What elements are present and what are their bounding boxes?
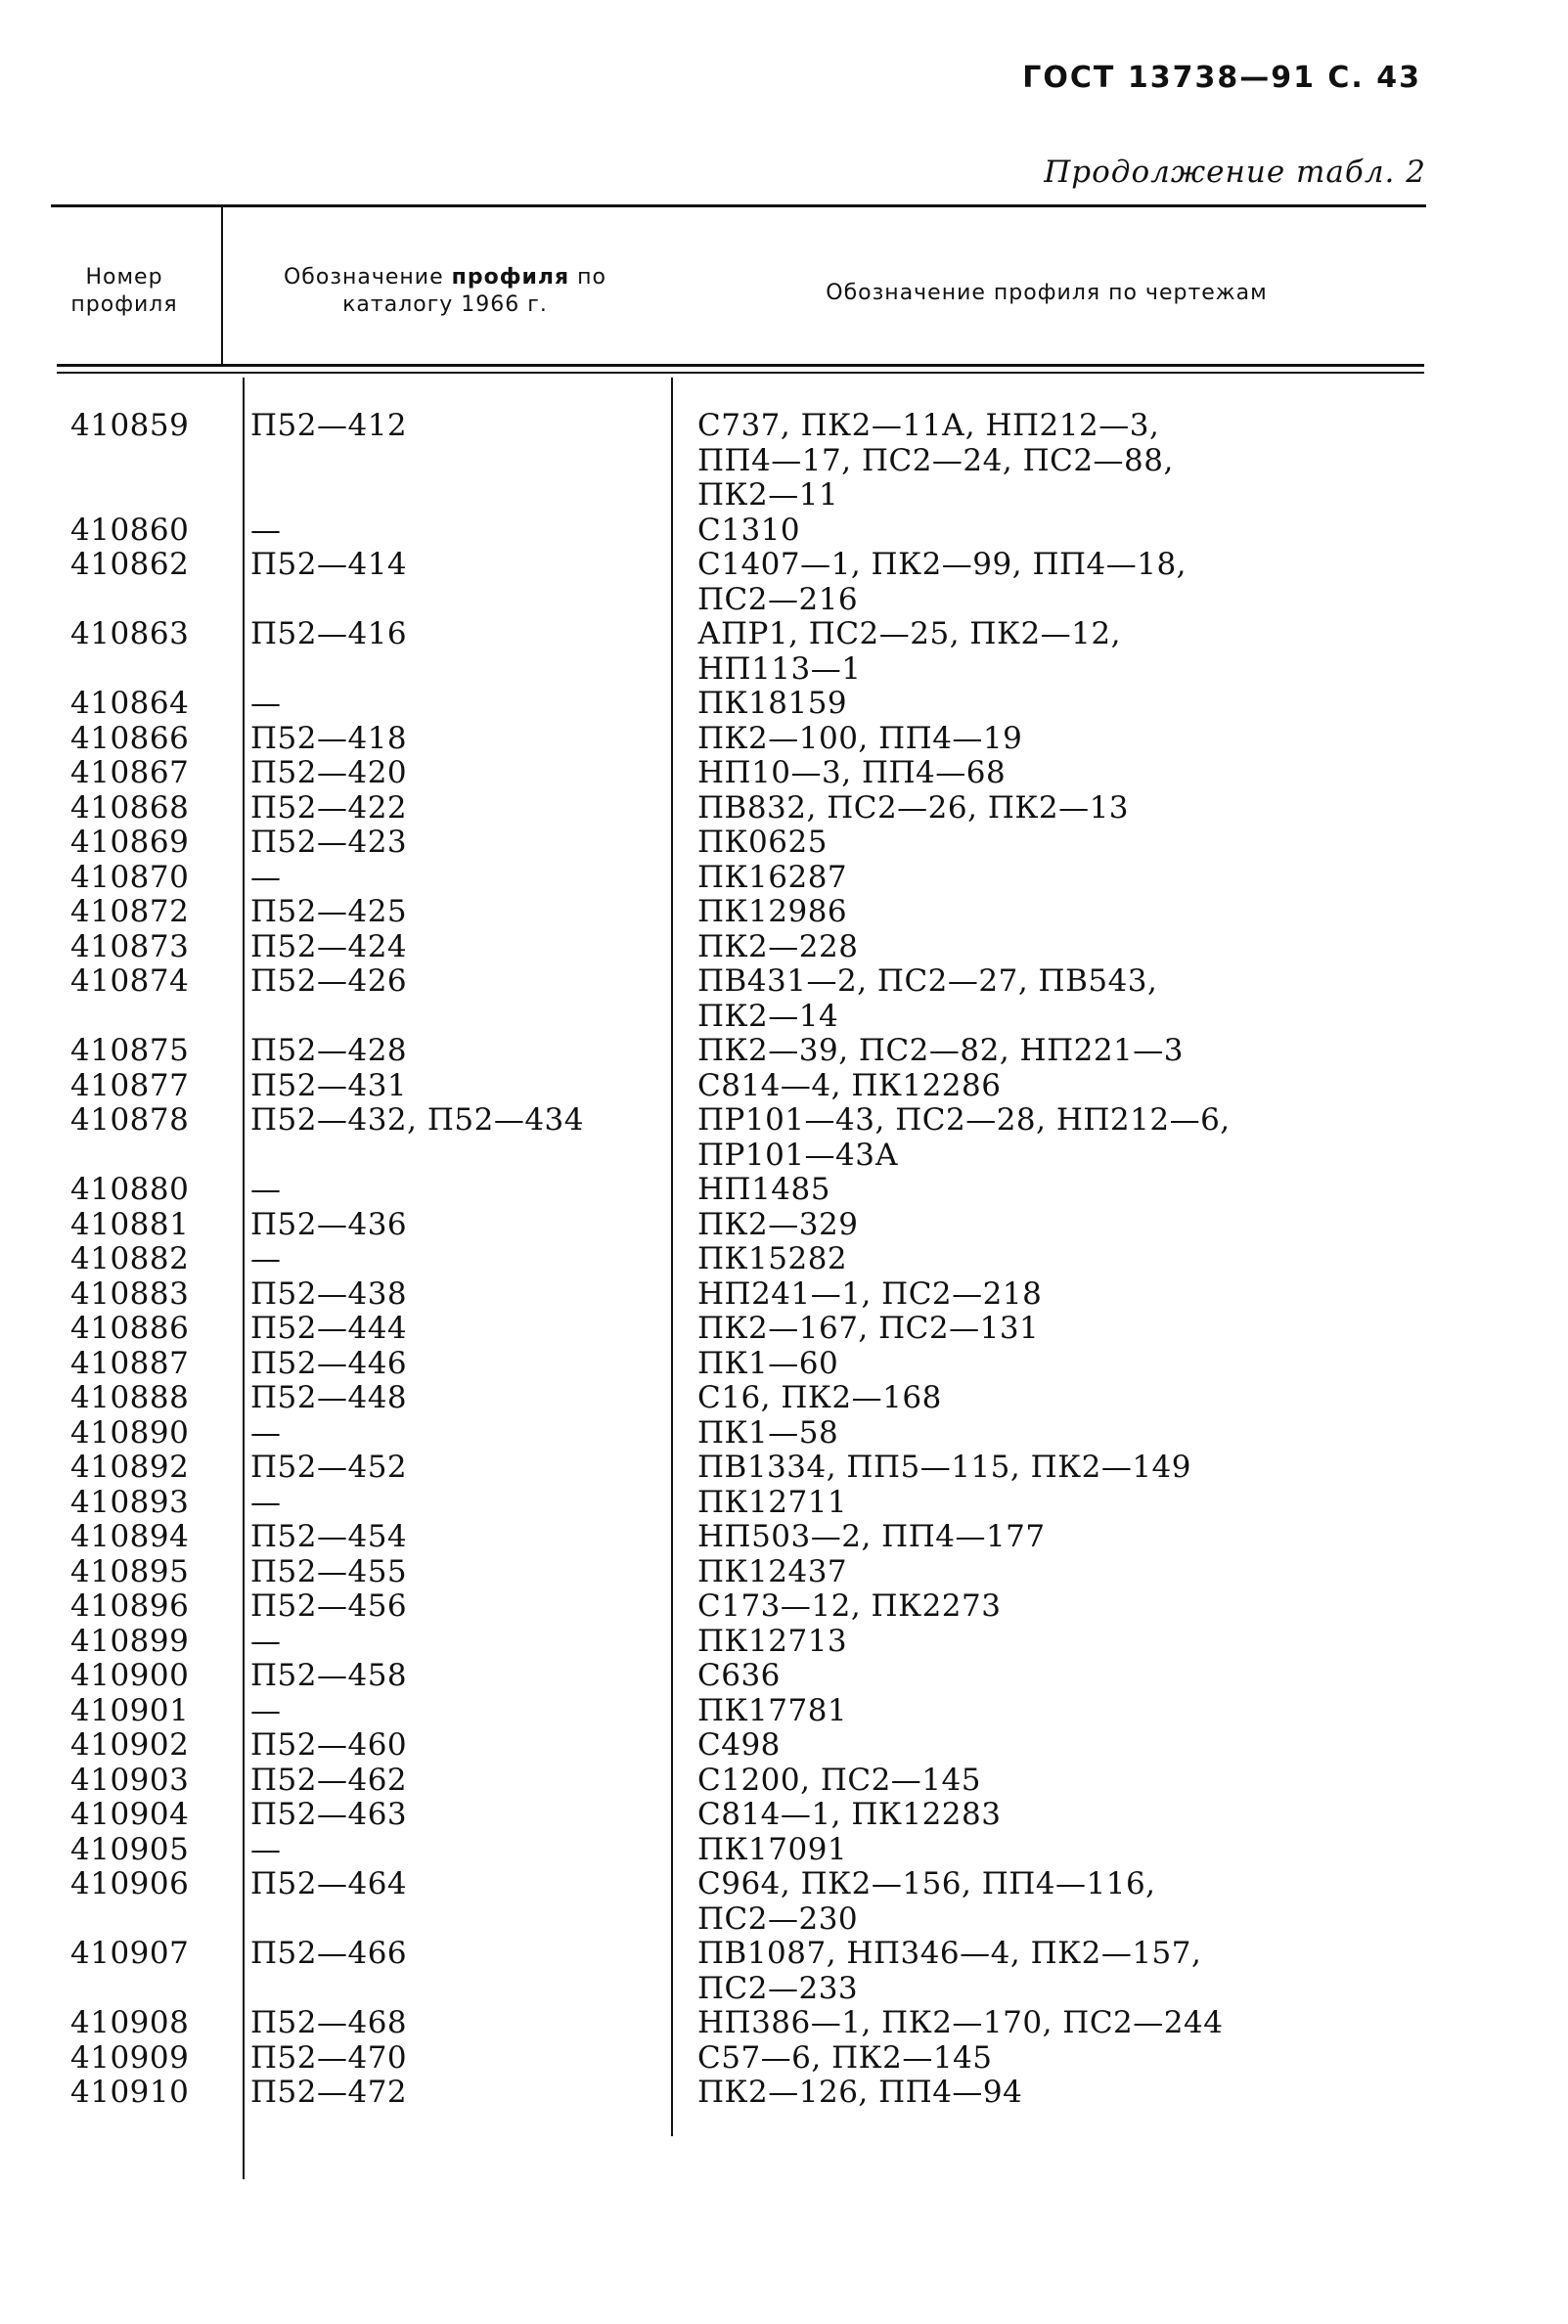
profile-number-cell: 410859 [70,408,190,443]
drawing-designation-cell: С1310 [697,512,801,548]
drawing-designation-cell: ПК1—58 [697,1414,839,1451]
table-row [0,1173,1568,1208]
table-row [0,1034,1568,1069]
drawing-designation-cell: НП10—3, ПП4—68 [697,755,1007,790]
drawing-designation-cell: АПР1, ПС2—25, ПК2—12, НП113—1 [697,616,1121,687]
drawing-designation-cell: НП1485 [697,1172,830,1207]
table-row [0,1277,1568,1313]
drawing-designation-cell: ПК2—126, ПП4—94 [697,2075,1023,2110]
drawing-designation-cell: ПВ1334, ПП5—115, ПК2—149 [697,1450,1192,1485]
profile-number-cell: 410896 [70,1588,190,1624]
table-row [0,791,1568,827]
profile-number-cell: 410866 [70,720,190,756]
profile-number-cell: 410880 [70,1172,190,1207]
profile-number-cell: 410901 [70,1692,190,1728]
profile-number-cell: 410892 [70,1450,190,1485]
drawing-designation-cell: ПК12711 [697,1484,848,1520]
table-top-rule [51,204,1426,207]
catalog-designation-cell: — [250,1692,282,1728]
drawing-designation-cell: С636 [697,1658,781,1693]
table-row [0,930,1568,965]
drawing-designation-cell: ПК2—39, ПС2—82, НП221—3 [697,1033,1184,1068]
drawing-designation-cell: НП503—2, ПП4—177 [697,1519,1046,1554]
catalog-designation-cell: П52—444 [250,1311,408,1346]
table-row [0,826,1568,861]
table-row [0,1347,1568,1382]
table-row [0,1764,1568,1799]
column-header-catalog [235,264,655,319]
profile-number-cell: 410887 [70,1345,190,1381]
drawing-designation-cell: ПК2—167, ПС2—131 [697,1311,1040,1346]
table-row [0,1381,1568,1416]
drawing-designation-cell: ПК2—100, ПП4—19 [697,720,1023,756]
column-header-drawings [685,280,1409,307]
profile-number-cell: 410905 [70,1831,190,1867]
profile-number-cell: 410886 [70,1311,190,1346]
drawing-designation-cell: ПК16287 [697,859,848,895]
drawing-designation-cell: С57—6, ПК2—145 [697,2039,993,2076]
table-row [0,2006,1568,2041]
profile-number-cell: 410894 [70,1519,190,1554]
catalog-designation-cell: П52—446 [250,1345,408,1381]
table-row [0,722,1568,757]
catalog-designation-cell: П52—431 [250,1067,408,1103]
catalog-designation-cell: П52—462 [250,1762,408,1798]
catalog-designation-cell: П52—426 [250,963,408,999]
catalog-designation-cell: — [250,686,282,721]
table-row [0,687,1568,722]
catalog-designation-cell: — [250,1172,282,1207]
table-body [0,409,1568,2111]
profile-number-cell: 410902 [70,1727,190,1763]
profile-number-cell: 410895 [70,1553,190,1589]
profile-number-cell: 410878 [70,1102,190,1138]
catalog-designation-cell: П52—456 [250,1588,408,1624]
table-row [0,861,1568,896]
drawing-designation-cell: С964, ПК2—156, ПП4—116, ПС2—230 [697,1866,1156,1937]
drawing-designation-cell: ПК2—329 [697,1206,859,1242]
drawing-designation-cell: С16, ПК2—168 [697,1380,942,1415]
catalog-designation-cell: П52—468 [250,2005,408,2040]
catalog-designation-cell: П52—452 [250,1450,408,1485]
profile-number-cell: 410908 [70,2005,190,2040]
catalog-designation-cell: П52—418 [250,720,408,756]
column-header-number-line2: профиля [70,292,178,317]
catalog-designation-cell: П52—424 [250,928,408,964]
table-row [0,1312,1568,1347]
catalog-designation-cell: П52—464 [250,1866,408,1901]
table-row [0,409,1568,514]
drawing-designation-cell: ПК0625 [697,825,828,860]
table-row [0,1416,1568,1452]
profile-number-cell: 410909 [70,2039,190,2076]
column-header-number-line1: Номер [85,265,163,290]
catalog-designation-cell: П52—420 [250,755,408,790]
profile-number-cell: 410869 [70,825,190,860]
profile-number-cell: 410874 [70,963,190,999]
table-row [0,964,1568,1034]
catalog-designation-cell: — [250,1484,282,1520]
table-row [0,1589,1568,1625]
catalog-designation-cell: П52—425 [250,894,408,929]
profile-number-cell: 410893 [70,1484,190,1520]
table-row [0,1728,1568,1764]
profile-number-cell: 410888 [70,1380,190,1415]
profile-number-cell: 410903 [70,1762,190,1798]
catalog-designation-cell: П52—455 [250,1553,408,1589]
drawing-designation-cell: ПК17091 [697,1831,848,1867]
drawing-designation-cell: ПВ1087, НП346—4, ПК2—157, ПС2—233 [697,1936,1202,2006]
profile-number-cell: 410899 [70,1623,190,1659]
catalog-designation-cell: П52—412 [250,408,408,443]
catalog-designation-cell: П52—466 [250,1936,408,1971]
catalog-designation-cell: П52—436 [250,1206,408,1242]
table-row [0,1451,1568,1486]
profile-number-cell: 410883 [70,1275,190,1312]
column-header-drawings-line1: Обозначение профиля по чертежам [826,281,1268,305]
catalog-designation-cell: П52—423 [250,825,408,860]
drawing-designation-cell: С1407—1, ПК2—99, ПП4—18, ПС2—216 [697,547,1187,617]
catalog-designation-cell: П52—454 [250,1519,408,1554]
table-row [0,1937,1568,2006]
catalog-designation-cell: П52—428 [250,1033,408,1068]
table-row [0,1867,1568,1937]
drawing-designation-cell: ПК2—228 [697,928,859,964]
catalog-designation-cell: П52—472 [250,2075,408,2110]
table-row [0,756,1568,791]
catalog-designation-cell: П52—414 [250,547,408,582]
table-row [0,1659,1568,1694]
page-header: ГОСТ 13738—91 С. 43 [1022,61,1421,95]
drawing-designation-cell: С814—1, ПК12283 [697,1797,1002,1832]
drawing-designation-cell: С1200, ПС2—145 [697,1762,981,1798]
table-row [0,2076,1568,2111]
profile-number-cell: 410863 [70,616,190,651]
drawing-designation-cell: ПК15282 [697,1241,848,1276]
header-bottom-rule-2 [57,372,1424,374]
drawing-designation-cell: ПВ832, ПС2—26, ПК2—13 [697,789,1130,826]
column-header-catalog-line2: каталогу 1966 г. [342,292,548,317]
drawing-designation-cell: С737, ПК2—11А, НП212—3, ПП4—17, ПС2—24, ПС2—88, ПК2—11 [697,408,1174,513]
column-header-number [51,264,198,319]
table-row [0,895,1568,930]
catalog-designation-cell: П52—432, П52—434 [250,1102,585,1138]
table-row [0,1103,1568,1173]
profile-number-cell: 410862 [70,547,190,582]
profile-number-cell: 410890 [70,1414,190,1451]
profile-number-cell: 410882 [70,1241,190,1276]
table-row [0,2041,1568,2077]
drawing-designation-cell: ПК1—60 [697,1345,839,1381]
table-continuation-label: Продолжение табл. 2 [1044,155,1426,190]
profile-number-cell: 410877 [70,1067,190,1103]
drawing-designation-cell: ПК18159 [697,686,848,721]
catalog-designation-cell: П52—470 [250,2039,408,2076]
table-row [0,1798,1568,1833]
profile-number-cell: 410900 [70,1658,190,1693]
drawing-designation-cell: С173—12, ПК2273 [697,1588,1002,1624]
profile-number-cell: 410867 [70,755,190,790]
drawing-designation-cell: ПК12437 [697,1553,848,1589]
catalog-designation-cell: — [250,1623,282,1659]
catalog-designation-cell: — [250,1414,282,1451]
catalog-designation-cell: П52—438 [250,1275,408,1312]
catalog-designation-cell: — [250,1241,282,1276]
catalog-designation-cell: — [250,1831,282,1867]
drawing-designation-cell: НП241—1, ПС2—218 [697,1275,1043,1312]
catalog-designation-cell: П52—448 [250,1380,408,1415]
profile-number-cell: 410870 [70,859,190,895]
drawing-designation-cell: ПВ431—2, ПС2—27, ПВ543, ПК2—14 [697,963,1158,1034]
profile-number-cell: 410872 [70,894,190,929]
drawing-designation-cell: С498 [697,1727,781,1763]
profile-number-cell: 410907 [70,1936,190,1971]
catalog-designation-cell: П52—463 [250,1797,408,1832]
profile-number-cell: 410910 [70,2075,190,2110]
column-divider-1 [221,207,223,366]
profile-number-cell: 410860 [70,512,190,548]
profile-number-cell: 410881 [70,1206,190,1242]
profile-number-cell: 410873 [70,928,190,964]
catalog-designation-cell: П52—416 [250,616,408,651]
profile-number-cell: 410904 [70,1797,190,1832]
catalog-designation-cell: — [250,859,282,895]
profile-number-cell: 410906 [70,1866,190,1901]
drawing-designation-cell: ПК17781 [697,1692,848,1728]
drawing-designation-cell: С814—4, ПК12286 [697,1067,1002,1103]
drawing-designation-cell: ПР101—43, ПС2—28, НП212—6, ПР101—43А [697,1102,1231,1173]
catalog-designation-cell: П52—458 [250,1658,408,1693]
profile-number-cell: 410868 [70,789,190,826]
drawing-designation-cell: ПК12986 [697,894,848,929]
catalog-designation-cell: П52—460 [250,1727,408,1763]
table-row [0,617,1568,687]
catalog-designation-cell: П52—422 [250,789,408,826]
table-row [0,1520,1568,1555]
table-row [0,1694,1568,1729]
profile-number-cell: 410864 [70,686,190,721]
column-header-catalog-line1: Обозначение профиля по [283,265,607,290]
table-row [0,1208,1568,1243]
table-row [0,1833,1568,1868]
catalog-designation-cell: — [250,512,282,548]
drawing-designation-cell: ПК12713 [697,1623,848,1659]
table-row [0,548,1568,617]
profile-number-cell: 410875 [70,1033,190,1068]
table-row [0,1069,1568,1104]
table-row [0,1625,1568,1660]
table-row [0,514,1568,549]
table-row [0,1555,1568,1590]
header-bottom-rule [57,364,1424,367]
table-row [0,1242,1568,1277]
drawing-designation-cell: НП386—1, ПК2—170, ПС2—244 [697,2005,1224,2040]
table-row [0,1486,1568,1521]
